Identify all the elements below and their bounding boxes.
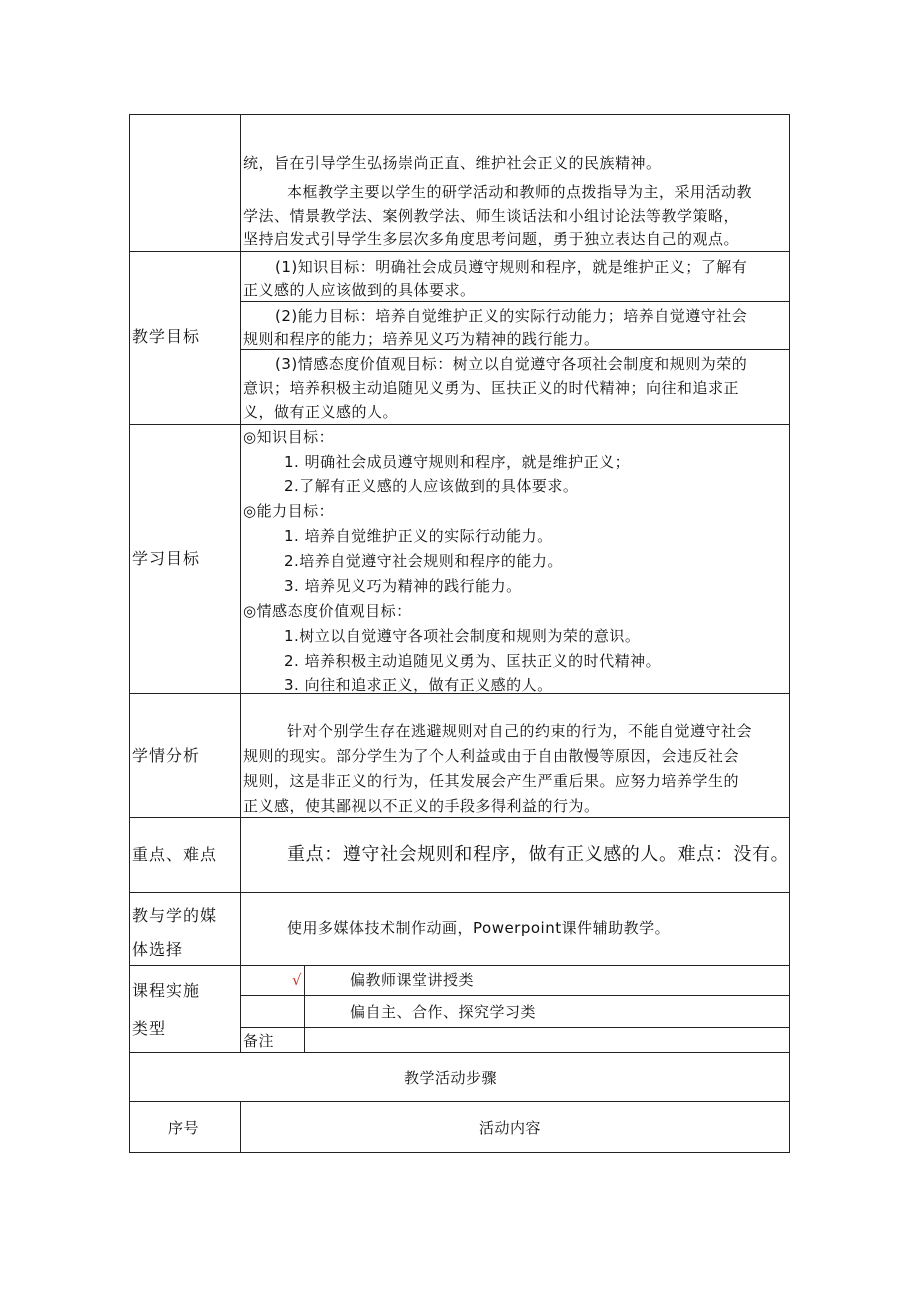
row-line xyxy=(129,817,790,818)
learning-goal-line: 1. 明确社会成员遵守规则和程序，就是维护正义； xyxy=(284,453,631,471)
row-line xyxy=(240,349,790,350)
checkmark-icon: √ xyxy=(292,971,303,989)
intro-line: 坚持启发式引导学生多层次多角度思考问题，勇于独立表达自己的观点。 xyxy=(243,230,740,248)
teaching-goal-line: 意识；培养积极主动追随见义勇为、匡扶正义的时代精神；向往和追求正 xyxy=(243,379,740,397)
row-line xyxy=(129,424,790,425)
learning-goal-line: ◎能力目标： xyxy=(243,502,335,520)
table-border-left xyxy=(129,114,130,1153)
learning-goal-line: ◎情感态度价值观目标： xyxy=(243,602,412,620)
analysis-line: 规则，这是非正义的行为，任其发展会产生严重后果。应努力培养学生的 xyxy=(243,772,740,790)
learning-goal-line: 2. 培养积极主动追随见义勇为、匡扶正义的时代精神。 xyxy=(284,652,662,670)
learning-goal-line: 3. 培养见义巧为精神的践行能力。 xyxy=(284,577,522,595)
course-option-teacher: 偏教师课堂讲授类 xyxy=(350,971,475,989)
col-divider-steps xyxy=(240,1101,241,1153)
learning-goal-line: 2.培养自觉遵守社会规则和程序的能力。 xyxy=(284,552,563,570)
row-line xyxy=(129,1101,790,1102)
intro-line: 本框教学主要以学生的研学活动和教师的点拨指导为主，采用活动教 xyxy=(287,183,753,201)
row-line xyxy=(129,1052,790,1053)
row-line xyxy=(240,1027,790,1028)
row-line xyxy=(129,251,790,252)
row-line xyxy=(129,114,790,115)
teaching-goal-line: 正义感的人应该做到的具体要求。 xyxy=(243,281,476,299)
analysis-label: 学情分析 xyxy=(132,746,201,765)
course-type-label: 类型 xyxy=(132,1019,167,1038)
teaching-goal-line: (3)情感态度价值观目标：树立以自觉遵守各项社会制度和规则为荣的 xyxy=(275,355,748,373)
table-border-right xyxy=(789,114,790,1153)
steps-title: 教学活动步骤 xyxy=(404,1069,498,1087)
col-divider xyxy=(240,114,241,1052)
course-type-label: 课程实施 xyxy=(132,981,201,1000)
key-points-text: 重点：遵守社会规则和程序，做有正义感的人。难点：没有。 xyxy=(287,844,790,865)
learning-goal-line: 3. 向往和追求正义，做有正义感的人。 xyxy=(284,676,553,694)
row-line xyxy=(129,1152,790,1153)
teaching-goal-line: 规则和程序的能力；培养见义巧为精神的践行能力。 xyxy=(243,330,600,348)
media-label: 教与学的媒 xyxy=(132,906,218,925)
media-text: 使用多媒体技术制作动画，Powerpoint课件辅助教学。 xyxy=(287,919,671,937)
course-type-divider xyxy=(304,965,305,1053)
key-points-label: 重点、难点 xyxy=(132,845,218,864)
learning-goal-line: ◎知识目标： xyxy=(243,428,335,446)
row-line xyxy=(129,892,790,893)
learning-goals-label: 学习目标 xyxy=(132,549,201,568)
analysis-line: 规则的现实。部分学生为了个人利益或由于自由散慢等原因，会违反社会 xyxy=(243,747,740,765)
col-header-seq: 序号 xyxy=(168,1119,200,1137)
course-option-self-study: 偏自主、合作、探究学习类 xyxy=(350,1003,537,1021)
analysis-line: 正义感，使其鄙视以不正义的手段多得利益的行为。 xyxy=(243,797,600,815)
learning-goal-line: 1.树立以自觉遵守各项社会制度和规则为荣的意识。 xyxy=(284,627,641,645)
teaching-goal-line: (2)能力目标：培养自觉维护正义的实际行动能力；培养自觉遵守社会 xyxy=(275,307,748,325)
row-line xyxy=(129,965,790,966)
col-header-content: 活动内容 xyxy=(479,1119,542,1137)
media-label: 体选择 xyxy=(132,940,184,959)
intro-line: 统，旨在引导学生弘扬崇尚正直、维护社会正义的民族精神。 xyxy=(243,154,662,172)
teaching-goals-label: 教学目标 xyxy=(132,327,201,346)
teaching-goal-line: 义，做有正义感的人。 xyxy=(243,403,399,421)
learning-goal-line: 2.了解有正义感的人应该做到的具体要求。 xyxy=(284,477,579,495)
intro-line: 学法、情景教学法、案例教学法、师生谈话法和小组讨论法等教学策略， xyxy=(243,207,740,225)
teaching-goal-line: (1)知识目标：明确社会成员遵守规则和程序，就是维护正义；了解有 xyxy=(275,258,748,276)
learning-goal-line: 1. 培养自觉维护正义的实际行动能力。 xyxy=(284,527,553,545)
row-line xyxy=(240,995,790,996)
analysis-line: 针对个别学生存在逃避规则对自己的约束的行为，不能自觉遵守社会 xyxy=(287,722,753,740)
row-line xyxy=(240,301,790,302)
note-label: 备注 xyxy=(243,1032,275,1050)
